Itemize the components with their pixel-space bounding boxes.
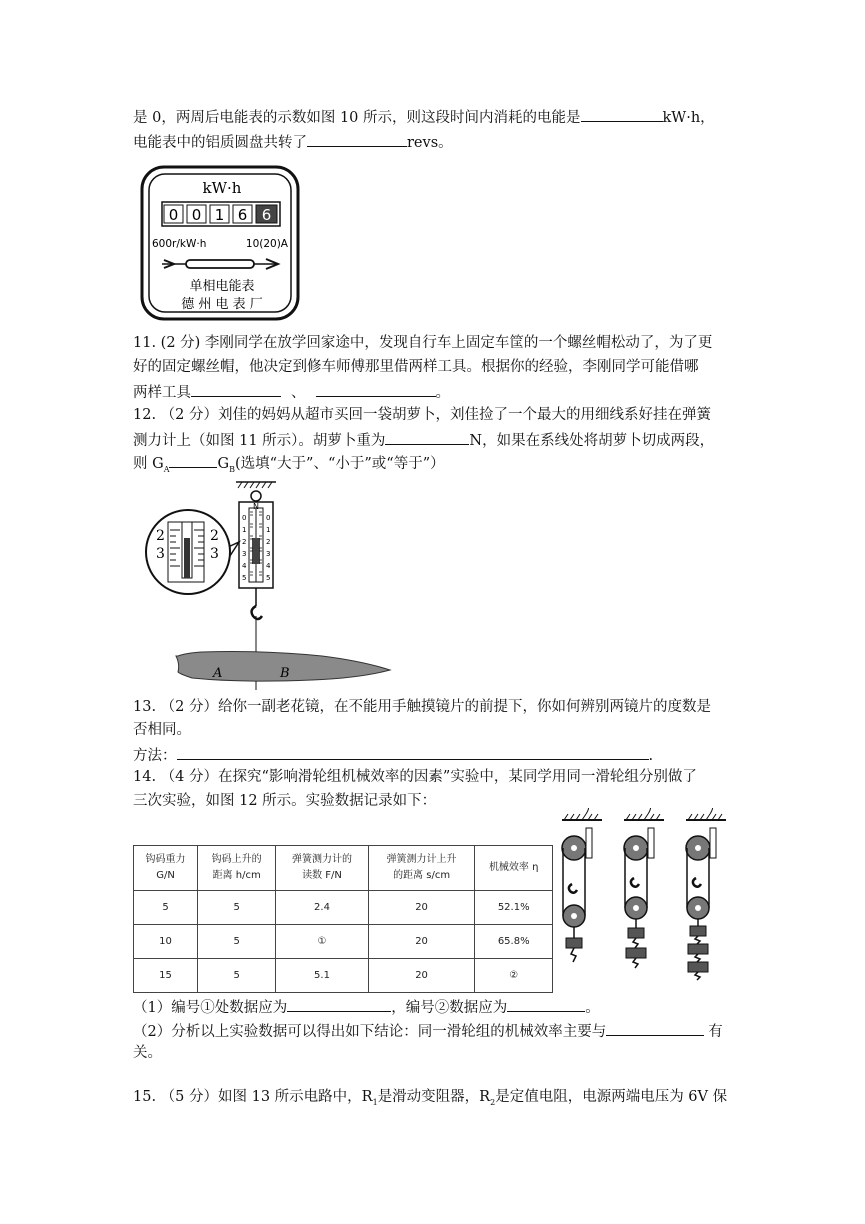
svg-text:3: 3 bbox=[156, 546, 165, 562]
svg-text:3: 3 bbox=[210, 546, 219, 562]
q10-line-2: 电能表中的铝质圆盘共转了 revs。 bbox=[133, 131, 453, 153]
svg-text:2: 2 bbox=[242, 538, 247, 546]
q11-line-3: 两样工具 、 。 bbox=[133, 381, 450, 403]
svg-text:0: 0 bbox=[266, 514, 271, 522]
answer-blank[interactable] bbox=[169, 452, 217, 468]
q12-line-1: 12. （2 分）刘佳的妈妈从超市买回一袋胡萝卜，刘佳捡了一个最大的用细线系好挂在弹簧 bbox=[133, 407, 711, 423]
ceiling-support bbox=[236, 482, 276, 501]
svg-text:1: 1 bbox=[266, 526, 271, 534]
meter-name: 单相电能表 bbox=[189, 279, 255, 294]
table-row: 5 5 2.4 20 52.1% bbox=[134, 891, 553, 925]
q11-line-2: 好的固定螺丝帽，他决定到修车师傅那里借两样工具。根据你的经验，李刚同学可能借哪 bbox=[133, 359, 699, 375]
spring-scale-figure bbox=[138, 478, 393, 693]
scale-spring-indicator bbox=[252, 538, 260, 564]
table-header: 钩码重力 G/N bbox=[134, 846, 198, 891]
pulley-system-3 bbox=[686, 808, 726, 980]
svg-text:4: 4 bbox=[242, 562, 247, 570]
q14-line-1: 14. （4 分）在探究“影响滑轮组机械效率的因素”实验中，某同学用同一滑轮组分别做了 bbox=[133, 769, 697, 785]
scale-hook-icon bbox=[252, 606, 262, 619]
answer-blank[interactable] bbox=[581, 106, 663, 122]
electricity-meter-figure bbox=[140, 165, 300, 321]
meter-digit-last: 6 bbox=[261, 206, 272, 224]
table-header: 机械效率 η bbox=[475, 846, 553, 891]
meter-digit: 1 bbox=[214, 206, 225, 224]
method-answer-blank[interactable] bbox=[177, 744, 649, 760]
svg-text:5: 5 bbox=[266, 574, 271, 582]
answer-blank[interactable] bbox=[307, 131, 407, 147]
table-header-row bbox=[134, 846, 553, 891]
carrot-part-a: A bbox=[213, 666, 223, 681]
answer-blank[interactable] bbox=[507, 996, 585, 1012]
svg-text:0: 0 bbox=[242, 514, 247, 522]
q14-sub-2-end: 关。 bbox=[133, 1045, 162, 1061]
svg-text:4: 4 bbox=[266, 562, 271, 570]
meter-spec-right: 10(20)A bbox=[245, 238, 288, 250]
table-header: 弹簧测力计的 读数 F/N bbox=[276, 846, 368, 891]
q15-line-1: 15. （5 分）如图 13 所示电路中，$R_1$是滑动变阻器，$R_2$是定值电阻，电源两端电压为 6V 保 bbox=[133, 1089, 728, 1107]
svg-text:2: 2 bbox=[156, 528, 165, 544]
q14-line-2: 三次实验，如图 12 所示。实验数据记录如下： bbox=[133, 793, 437, 809]
meter-spec-left: 600r/kW·h bbox=[152, 238, 207, 250]
table-row: 15 5 5.1 20 ② bbox=[134, 959, 553, 993]
q13-line-2: 否相同。 bbox=[133, 722, 191, 738]
answer-blank[interactable] bbox=[316, 381, 436, 397]
pulley-system-2 bbox=[624, 808, 664, 968]
q13-line-1: 13. （2 分）给你一副老花镜，在不能用手触摸镜片的前提下，你如何辨别两镜片的度数是 bbox=[133, 699, 711, 715]
answer-blank[interactable] bbox=[385, 429, 469, 445]
svg-text:3: 3 bbox=[266, 550, 271, 558]
meter-digit: 0 bbox=[191, 206, 202, 224]
meter-digit: 6 bbox=[237, 206, 248, 224]
table-header: 弹簧测力计上升 的距离 s/cm bbox=[368, 846, 475, 891]
q14-sub-1: （1）编号①处数据应为 ，编号②数据应为 。 bbox=[133, 996, 600, 1018]
table-row: 10 5 ① 20 65.8% bbox=[134, 925, 553, 959]
q11-line-1: 11. (2 分) 李刚同学在放学回家途中，发现自行车上固定车筐的一个螺丝帽松动了，为了更 bbox=[133, 335, 713, 351]
svg-text:5: 5 bbox=[242, 574, 247, 582]
carrot-part-b: B bbox=[280, 666, 290, 681]
q14-sub-2: （2）分析以上实验数据可以得出如下结论：同一滑轮组的机械效率主要与 有 bbox=[133, 1020, 723, 1042]
table-header: 钩码上升的 距离 h/cm bbox=[198, 846, 276, 891]
meter-maker: 德 州 电 表 厂 bbox=[181, 297, 263, 312]
svg-text:2: 2 bbox=[210, 528, 219, 544]
svg-text:1: 1 bbox=[242, 526, 247, 534]
pulley-system-1 bbox=[562, 808, 602, 962]
q12-line-2: 测力计上（如图 11 所示）。胡萝卜重为 N，如果在系线处将胡萝卜切成两段， bbox=[133, 429, 714, 451]
q12-line-3: 则 $G_A$ $G_B$(选填“大于”、“小于”或“等于”） bbox=[133, 452, 445, 480]
q10-line-1: 是 0，两周后电能表的示数如图 10 所示，则这段时间内消耗的电能是 kW·h， bbox=[133, 106, 715, 128]
meter-digits bbox=[164, 205, 277, 224]
svg-text:2: 2 bbox=[266, 538, 271, 546]
answer-blank[interactable] bbox=[287, 996, 391, 1012]
answer-blank[interactable] bbox=[606, 1020, 704, 1036]
meter-digit: 0 bbox=[168, 206, 179, 224]
answer-blank[interactable] bbox=[191, 381, 281, 397]
pulley-systems-figure bbox=[558, 808, 738, 990]
experiment-data-table bbox=[133, 845, 553, 993]
q13-method: 方法： . bbox=[133, 744, 653, 766]
svg-text:N: N bbox=[253, 502, 259, 511]
meter-unit: kW·h bbox=[202, 179, 242, 197]
svg-text:3: 3 bbox=[242, 550, 247, 558]
